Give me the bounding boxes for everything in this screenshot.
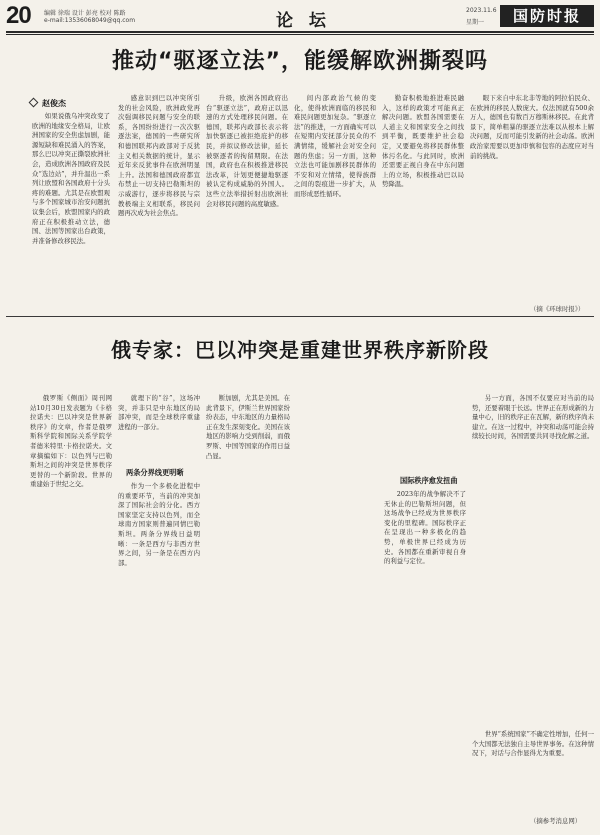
article1-column-1: 如果说俄乌冲突改变了欧洲的地缘安全格局，让欧洲国家的安全焦虑加剧，能源短缺和难民涌入的答案，那么巴以冲突正撕裂欧洲社会，造成欧洲各国政府及民众“选边站”，并升温出一系列让欧盟和各国政府十分头疼的难题。尤其是在欧盟观与多个国家城市治安问题抗议集会后，欧盟国家内的政府正在积极推动立法，德国、法国等国家出台政策，并准备修改移民法。 <box>32 112 110 245</box>
page-header <box>0 0 600 34</box>
article2-column-2: 就理下的“谷”，这场冲突，并非只是中东地区的局部冲突，而是全球秩序重建进程的一部分。 <box>118 394 200 431</box>
header-divider-thin <box>6 34 594 35</box>
editor-email: e-mail:13536068049@qq.com <box>44 17 136 24</box>
article1-column-3: 升级，欧洲各国政府出台“驱逐立法”，政府正以迅速的方式处理移民问题。在德国，联邦内政部长表示将加快驱逐已被拒绝庇护的移民，并拟议修改法律，延长被驱逐者的拘留期限。在法国，政府也在积极推进移民法改革，计划更便捷地驱逐被认定构成威胁的外国人。这些立法举措折射出欧洲社会对移民问题的高度敏感。 <box>206 94 288 208</box>
section-title: 论 坛 <box>276 11 331 31</box>
article1-byline <box>30 98 66 109</box>
editor-staff: 编辑 徐瑞 设计 彭亮 校对 陈路 <box>44 10 126 17</box>
article-divider <box>6 316 594 317</box>
article1-source: （摘《环球时报》） <box>530 305 585 313</box>
article2-column-6: 另一方面，各国不仅要应对当前的局势，还要着眼于长远。世界正在形成新的力量中心，旧的秩序正在瓦解，新的秩序尚未建立。在这一过程中，冲突和动荡可能会持续较长时间，各国需要共同寻找化解之道。 <box>472 394 594 441</box>
article1-column-6: 眼下来自中东北非等地的阿拉伯民众、在欧洲的移民人数庞大。仅法国就有500余万人，德国也有数百万穆斯林移民。在此背景下，简单粗暴的驱逐立法难以从根本上解决问题，反而可能引发新的社会动荡。欧洲政治家需要以更加审慎和包容的态度应对当前的挑战。 <box>470 94 594 160</box>
article1-column-5: 勤奋积极地推进难民融入，这样的政策才可能真正解决问题。欧盟各国需要在人道主义和国家安全之间找到平衡，既要维护社会稳定，又要避免将移民群体整体污名化。与此同时，欧洲还需要正视自身在中东问题上的立场，积极推动巴以局势降温。 <box>382 94 464 189</box>
article2-headline: 俄专家：巴以冲突是重建世界秩序新阶段 <box>111 338 489 362</box>
article2-column-4: 断加剧，尤其是美国。在此背景下，伊斯兰世界国家纷纷表态，中东地区的力量格局正在发生深刻变化。美国在该地区的影响力受到削弱，而俄罗斯、中国等国家的作用日益凸显。 <box>206 394 290 460</box>
article2-subhead-1: 两条分界线更明晰 <box>126 468 184 477</box>
article2-column-3: 作为一个多极化进程中的重要环节，当前的冲突加深了国际社会的分化。西方国家坚定支持以色列，而全球南方国家则普遍同情巴勒斯坦。两条分界线日益明晰：一条是西方与非西方世界之间，另一条是在西方内部。 <box>118 482 200 567</box>
article2-source: （摘参考消息网） <box>530 817 582 825</box>
article2-column-1: 俄罗斯《侧面》周刊网站10月30日发表题为《卡格拉诺夫：巴以冲突是世界新秩序》的文章，作者是俄罗斯科学院和国际关系学院学者德米特里·卡格拉诺夫。文章摘编如下：以色列与巴勒斯坦之间的冲突是世界秩序更替的一个新阶段。世界的重建始于世纪之交。 <box>30 394 112 489</box>
issue-weekday: 星期一 <box>466 19 485 26</box>
article1-headline: 推动“驱逐立法”，能缓解欧洲撕裂吗 <box>112 49 488 74</box>
issue-date: 2023.11.6 <box>466 7 497 14</box>
diamond-icon <box>29 98 39 108</box>
header-divider <box>6 31 594 33</box>
article2-column-5: 2023年的战争解决不了无休止的巴勒斯坦问题，但这场战争已经成为世界秩序变化的里程碑。国际秩序正在呈现出一种多极化的趋势，单极世界已经成为历史。各国都在重新审视自身的利益与定位。 <box>384 490 466 566</box>
article2-column-7: 世界“系统国家”不确定性增加，任何一个大国都无法独自主导世界事务。在这种情况下，对话与合作显得尤为重要。 <box>472 730 594 758</box>
newspaper-masthead: 国防时报 <box>500 5 594 27</box>
article1-author: 赵俊杰 <box>42 99 66 108</box>
article1-column-4: 间内部政治气候的变化，使得欧洲面临的移民和难民问题更加复杂。“驱逐立法”的推进，一方面确实可以在短期内安抚部分民众的不满情绪，缓解社会对安全问题的焦虑；另一方面，这种立法也可能加剧移民群体的不安和对立情绪，使得族群之间的裂痕进一步扩大，从而形成恶性循环。 <box>294 94 376 198</box>
page-number: 20 <box>6 2 31 29</box>
article2-subhead-2: 国际秩序愈发扭曲 <box>400 476 458 485</box>
article1-column-2: 感意识到巴以冲突所引发的社会风险，欧洲政党再次强调移民问题与安全的联系，各国纷纷进行一次次驱逐法案，德国的一些研究所和德国联邦内政部对于反犹主义相关数据的统计，显示近年来反犹事件在欧洲明显上升。法国和德国政府都宣布禁止一切支持巴勒斯坦的示威游行，逐步将移民与宗教极端主义相联系，移民问题再次成为社会焦点。 <box>118 94 200 218</box>
